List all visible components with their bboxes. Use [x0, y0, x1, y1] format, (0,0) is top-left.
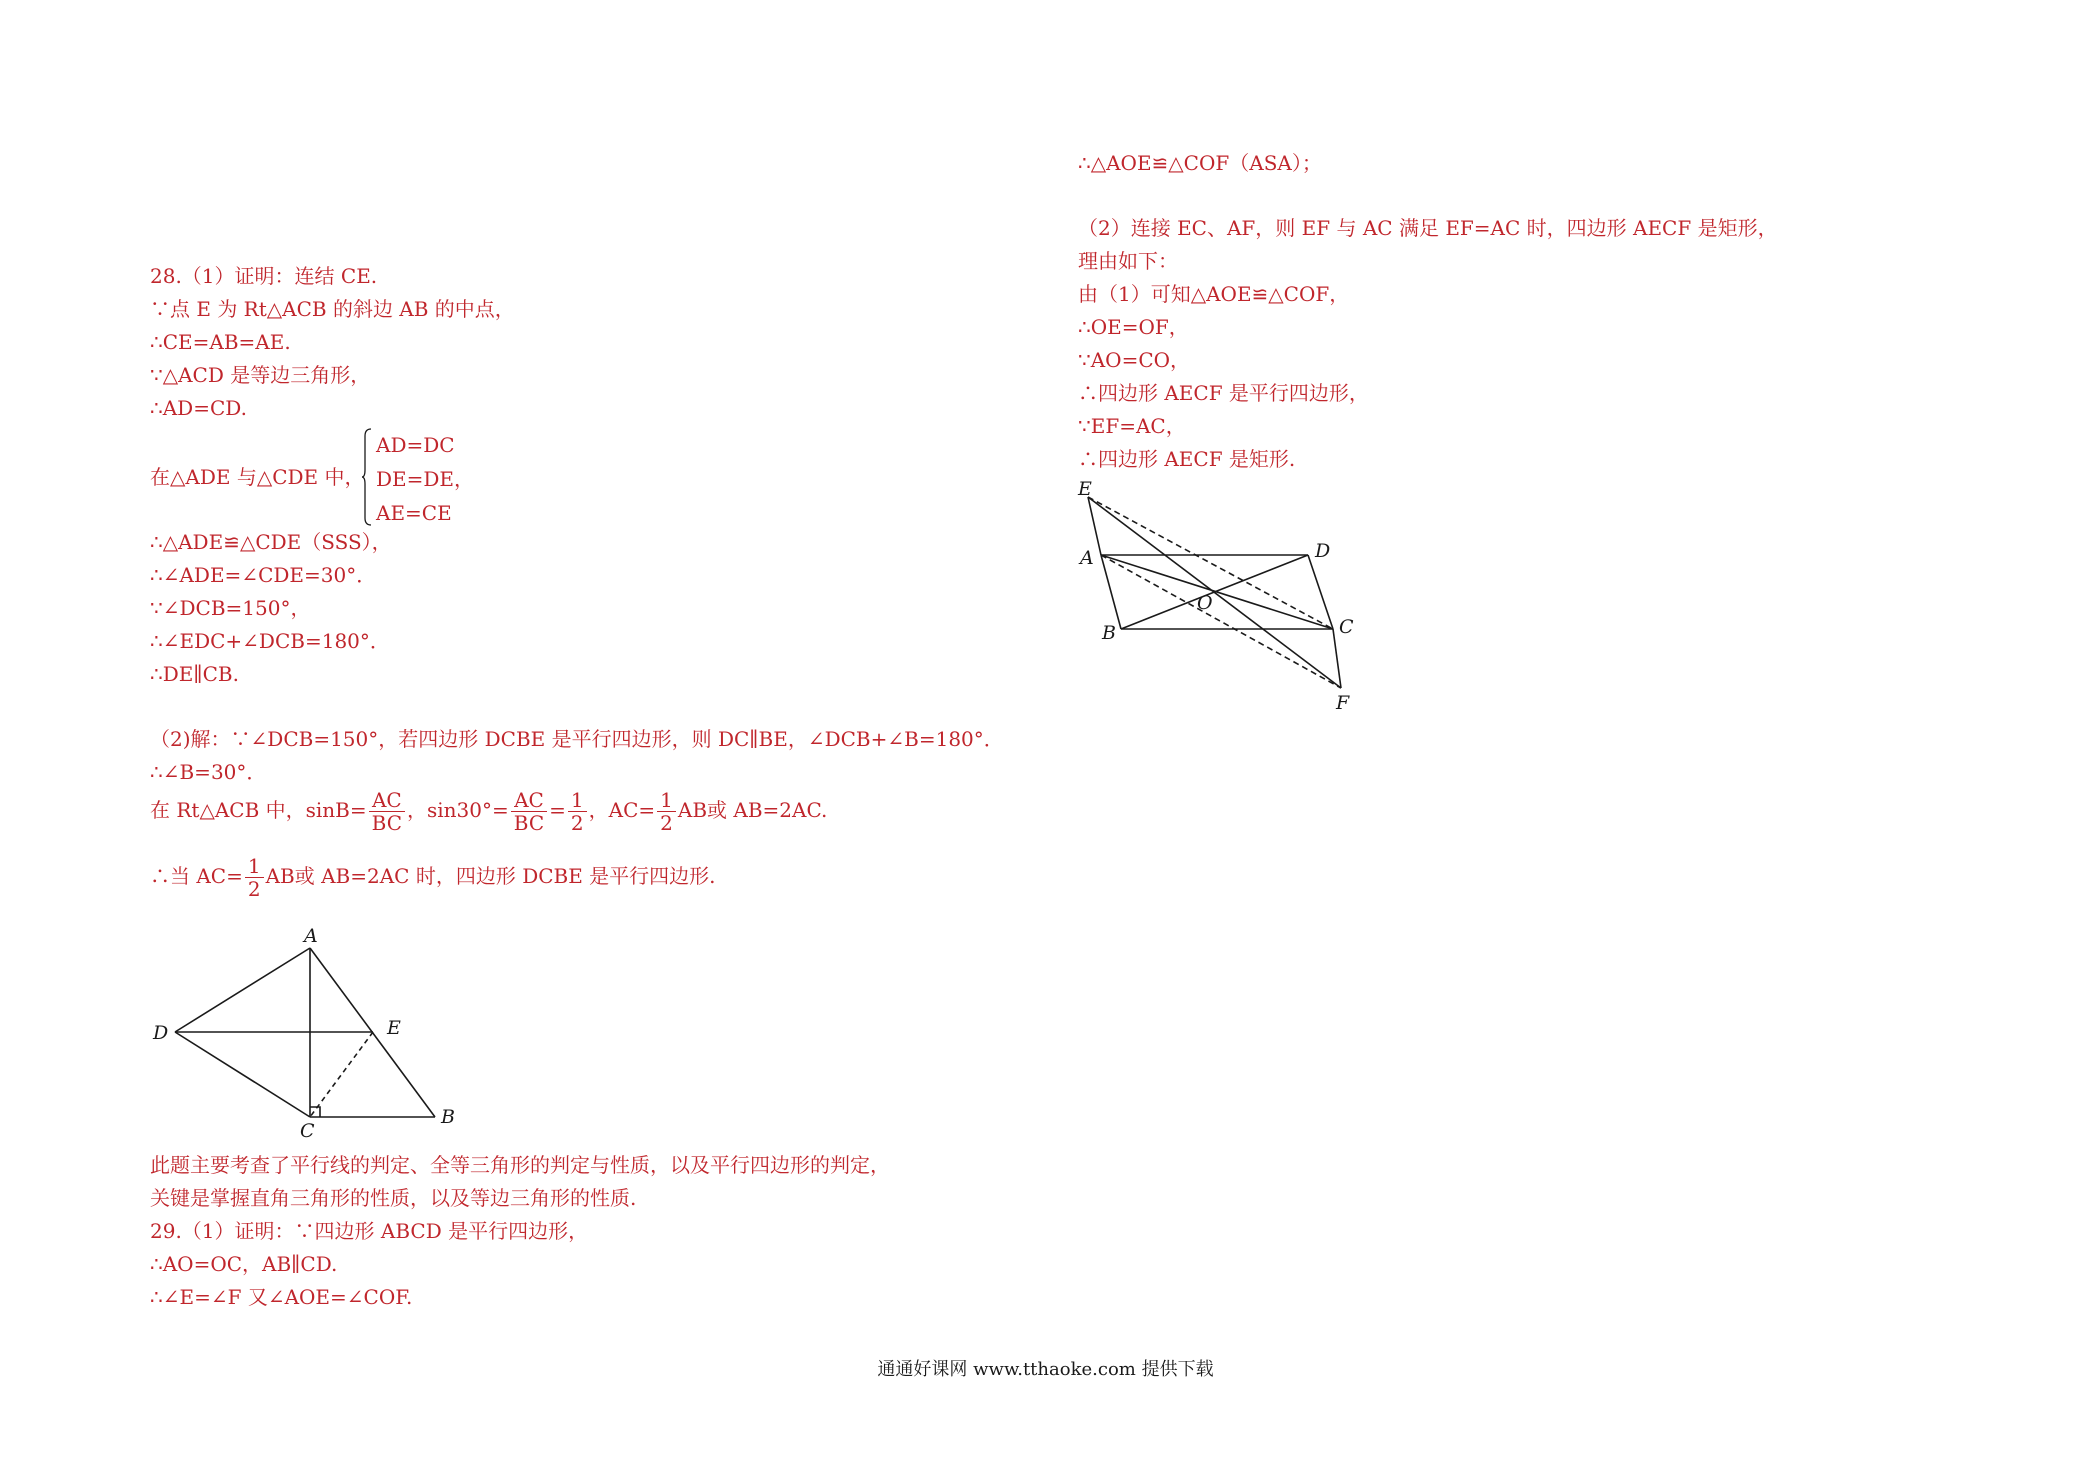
text-segment: ，AC= [588, 798, 656, 822]
denominator: 2 [660, 811, 673, 835]
figure-triangle-adc [145, 920, 475, 1140]
text-line: 理由如下： [1078, 249, 1178, 273]
left-brace-icon [362, 428, 372, 526]
label-o: O [1197, 592, 1213, 614]
text-line: ∴∠EDC+∠DCB=180°． [150, 629, 390, 653]
label-a: A [304, 925, 318, 947]
text-line: ∴∠ADE=∠CDE=30°． [150, 563, 377, 587]
text-line: ∴四边形 AECF 是矩形. [1078, 447, 1296, 471]
system-item: DE=DE， [376, 467, 475, 491]
text-line: 此题主要考查了平行线的判定、全等三角形的判定与性质，以及平行四边形的判定， [150, 1153, 890, 1177]
system-item: AD=DC [376, 433, 455, 457]
label-e: E [1078, 478, 1092, 500]
denominator: 2 [570, 811, 584, 835]
denominator: 2 [247, 877, 261, 901]
denominator: BC [371, 811, 403, 835]
text-line: ∴△ADE≌△CDE（SSS）， [150, 530, 392, 554]
text-line: ∴四边形 AECF 是平行四边形， [1078, 381, 1369, 405]
label-b: B [1102, 622, 1116, 644]
system-items [376, 428, 474, 530]
label-c: C [300, 1120, 315, 1140]
text-line: （2)解：∵∠DCB=150°，若四边形 DCBE 是平行四边形，则 DC∥BE，∠DCB+∠B=180°． [150, 727, 1004, 751]
fraction [369, 789, 405, 834]
denominator: BC [513, 811, 545, 835]
text-line: ∵EF=AC， [1078, 414, 1186, 438]
page-footer: 通通好课网 www.tthaoke.com 提供下载 [877, 1359, 1214, 1380]
text-line: ∴CE=AB=AE. [150, 330, 291, 354]
equation-system [150, 428, 650, 528]
text-segment: 在 Rt△ACB 中，sinB= [150, 798, 367, 822]
text-line: ∴∠B=30°． [150, 760, 267, 784]
label-e: E [387, 1017, 401, 1039]
text-line: ∴AD=CD. [150, 396, 247, 420]
fraction [511, 789, 547, 834]
p29-heading: 29.（1）证明：∵四边形 ABCD 是平行四边形， [150, 1219, 589, 1243]
text-line: ∴AO=OC，AB∥CD. [150, 1252, 338, 1276]
text-segment: ∴当 AC= [150, 864, 243, 888]
text-line: ∵AO=CO， [1078, 348, 1191, 372]
numerator: 1 [568, 789, 587, 812]
p28-heading: 28.（1）证明：连结 CE. [150, 264, 378, 288]
numerator: AC [369, 789, 405, 812]
text-segment: ，sin30°= [407, 798, 509, 822]
text-segment: = [549, 798, 566, 822]
sine-equation-line [150, 789, 827, 834]
numerator: AC [511, 789, 547, 812]
label-c: C [1339, 616, 1354, 638]
conclusion-line [150, 855, 716, 900]
text-line: 关键是掌握直角三角形的性质，以及等边三角形的性质. [150, 1186, 637, 1210]
text-line: ∴OE=OF， [1078, 315, 1189, 339]
numerator: 1 [657, 789, 676, 812]
numerator: 1 [245, 855, 264, 878]
text-line: 由（1）可知△AOE≌△COF， [1078, 282, 1350, 306]
system-item: AE=CE [376, 501, 452, 525]
fraction [245, 855, 264, 900]
fraction [568, 789, 587, 834]
fraction [657, 789, 676, 834]
text-line: ∵△ACD 是等边三角形， [150, 363, 371, 387]
text-segment: AB或 AB=2AC. [677, 798, 828, 822]
text-line: ∴DE∥CB. [150, 662, 239, 686]
label-f: F [1336, 692, 1350, 714]
figure-parallelogram-abcd [1065, 475, 1385, 715]
text-segment: AB或 AB=2AC 时，四边形 DCBE 是平行四边形. [265, 864, 716, 888]
label-b: B [441, 1106, 455, 1128]
text-line: ∴∠E=∠F 又∠AOE=∠COF. [150, 1285, 413, 1309]
text-line: ∵点 E 为 Rt△ACB 的斜边 AB 的中点， [150, 297, 515, 321]
text-line: ∵∠DCB=150°， [150, 596, 311, 620]
label-a: A [1080, 547, 1094, 569]
label-d: D [1315, 540, 1331, 562]
text-line: （2）连接 EC、AF，则 EF 与 AC 满足 EF=AC 时，四边形 AECF 是矩形， [1078, 216, 1778, 240]
label-d: D [153, 1022, 169, 1044]
system-prefix: 在△ADE 与△CDE 中， [150, 465, 365, 489]
text-line: ∴△AOE≌△COF（ASA）； [1078, 151, 1322, 175]
